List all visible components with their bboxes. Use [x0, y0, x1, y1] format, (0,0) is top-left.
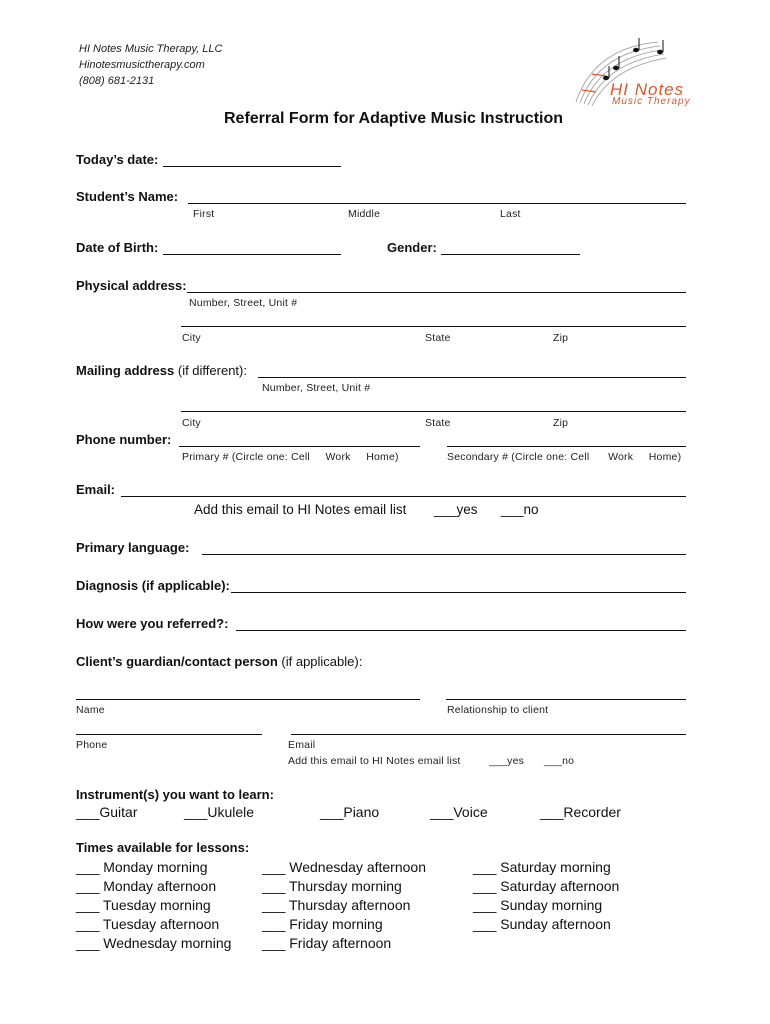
email-list-yes[interactable]: ___yes: [434, 502, 478, 517]
company-phone: (808) 681-2131: [79, 75, 155, 87]
time-sunday-morning[interactable]: ___ Sunday morning: [473, 897, 603, 913]
guardian-add-email-text: Add this email to HI Notes email list: [288, 755, 461, 767]
email-field[interactable]: [121, 496, 686, 497]
gender-label: Gender:: [387, 240, 437, 255]
todays-date-label: Today’s date:: [76, 152, 159, 167]
instruments-heading: Instrument(s) you want to learn:: [76, 787, 274, 802]
last-name-caption: Last: [500, 208, 521, 220]
instrument-recorder[interactable]: ___Recorder: [540, 804, 621, 820]
email-list-no[interactable]: ___no: [501, 502, 539, 517]
time-thursday-morning[interactable]: ___ Thursday morning: [262, 878, 402, 894]
logo: [566, 36, 701, 108]
primary-language-field[interactable]: [202, 554, 686, 555]
middle-name-caption: Middle: [348, 208, 381, 220]
guardian-email-no[interactable]: ___no: [544, 755, 575, 767]
guardian-name-field[interactable]: [76, 699, 420, 700]
guardian-phone-caption: Phone: [76, 739, 108, 751]
time-saturday-morning[interactable]: ___ Saturday morning: [473, 859, 611, 875]
first-name-caption: First: [193, 208, 215, 220]
gender-field[interactable]: [441, 254, 580, 255]
logo-subtitle: Music Therapy: [612, 96, 691, 107]
physical-address-field[interactable]: [187, 292, 686, 293]
diagnosis-field[interactable]: [231, 592, 686, 593]
time-friday-morning[interactable]: ___ Friday morning: [262, 916, 383, 932]
physical-city-field[interactable]: [181, 326, 686, 327]
email-label: Email:: [76, 482, 116, 497]
page-title: Referral Form for Adaptive Music Instruction: [224, 110, 564, 127]
guardian-name-caption: Name: [76, 704, 105, 716]
instrument-voice[interactable]: ___Voice: [430, 804, 488, 820]
mailing-address-label: [76, 363, 247, 378]
secondary-phone-field[interactable]: [447, 446, 686, 447]
state-caption: State: [425, 332, 451, 344]
diagnosis-label: Diagnosis (if applicable):: [76, 578, 230, 593]
primary-phone-caption: Primary # (Circle one: Cell Work Home): [182, 451, 399, 463]
guardian-email-field[interactable]: [291, 734, 686, 735]
referred-label: How were you referred?:: [76, 616, 229, 631]
physical-address-label: Physical address:: [76, 278, 187, 293]
time-friday-afternoon[interactable]: ___ Friday afternoon: [262, 935, 392, 951]
add-email-text: Add this email to HI Notes email list: [194, 502, 407, 517]
todays-date-field[interactable]: [163, 166, 341, 167]
time-tuesday-afternoon[interactable]: ___ Tuesday afternoon: [76, 916, 220, 932]
guardian-label: [76, 654, 362, 669]
mailing-city-caption: City: [182, 417, 201, 429]
referred-field[interactable]: [236, 630, 686, 631]
time-saturday-afternoon[interactable]: ___ Saturday afternoon: [473, 878, 620, 894]
mailing-number-street-caption: Number, Street, Unit #: [262, 382, 371, 394]
mailing-zip-caption: Zip: [553, 417, 569, 429]
guardian-email-caption: Email: [288, 739, 316, 751]
time-sunday-afternoon[interactable]: ___ Sunday afternoon: [473, 916, 611, 932]
time-wednesday-morning[interactable]: ___ Wednesday morning: [76, 935, 232, 951]
mailing-state-caption: State: [425, 417, 451, 429]
time-wednesday-afternoon[interactable]: ___ Wednesday afternoon: [262, 859, 426, 875]
company-website: Hinotesmusictherapy.com: [79, 59, 205, 71]
phone-number-label: Phone number:: [76, 432, 172, 447]
time-monday-afternoon[interactable]: ___ Monday afternoon: [76, 878, 217, 894]
mailing-address-text: Mailing address: [76, 363, 175, 378]
instrument-ukulele[interactable]: ___Ukulele: [184, 804, 255, 820]
guardian-email-yes[interactable]: ___yes: [489, 755, 525, 767]
time-monday-morning[interactable]: ___ Monday morning: [76, 859, 208, 875]
instrument-piano[interactable]: ___Piano: [320, 804, 380, 820]
mailing-if-different: (if different):: [174, 363, 247, 378]
address-number-street-caption: Number, Street, Unit #: [189, 297, 298, 309]
dob-label: Date of Birth:: [76, 240, 159, 255]
guardian-if-applicable: (if applicable):: [277, 654, 363, 669]
student-name-field[interactable]: [188, 203, 686, 204]
secondary-phone-caption: Secondary # (Circle one: Cell Work Home): [447, 451, 682, 463]
student-name-label: Student’s Name:: [76, 189, 179, 204]
company-name: HI Notes Music Therapy, LLC: [79, 43, 223, 55]
mailing-city-field[interactable]: [181, 411, 686, 412]
logo-title: HI Notes: [610, 80, 685, 99]
primary-language-label: Primary language:: [76, 540, 190, 555]
guardian-relationship-field[interactable]: [446, 699, 686, 700]
time-tuesday-morning[interactable]: ___ Tuesday morning: [76, 897, 211, 913]
dob-field[interactable]: [163, 254, 341, 255]
time-thursday-afternoon[interactable]: ___ Thursday afternoon: [262, 897, 411, 913]
mailing-address-field[interactable]: [258, 377, 686, 378]
times-heading: Times available for lessons:: [76, 840, 250, 855]
guardian-relationship-caption: Relationship to client: [447, 704, 549, 716]
guardian-phone-field[interactable]: [76, 734, 262, 735]
city-caption: City: [182, 332, 201, 344]
zip-caption: Zip: [553, 332, 569, 344]
guardian-text: Client’s guardian/contact person: [76, 654, 278, 669]
primary-phone-field[interactable]: [179, 446, 420, 447]
instrument-guitar[interactable]: ___Guitar: [76, 804, 138, 820]
